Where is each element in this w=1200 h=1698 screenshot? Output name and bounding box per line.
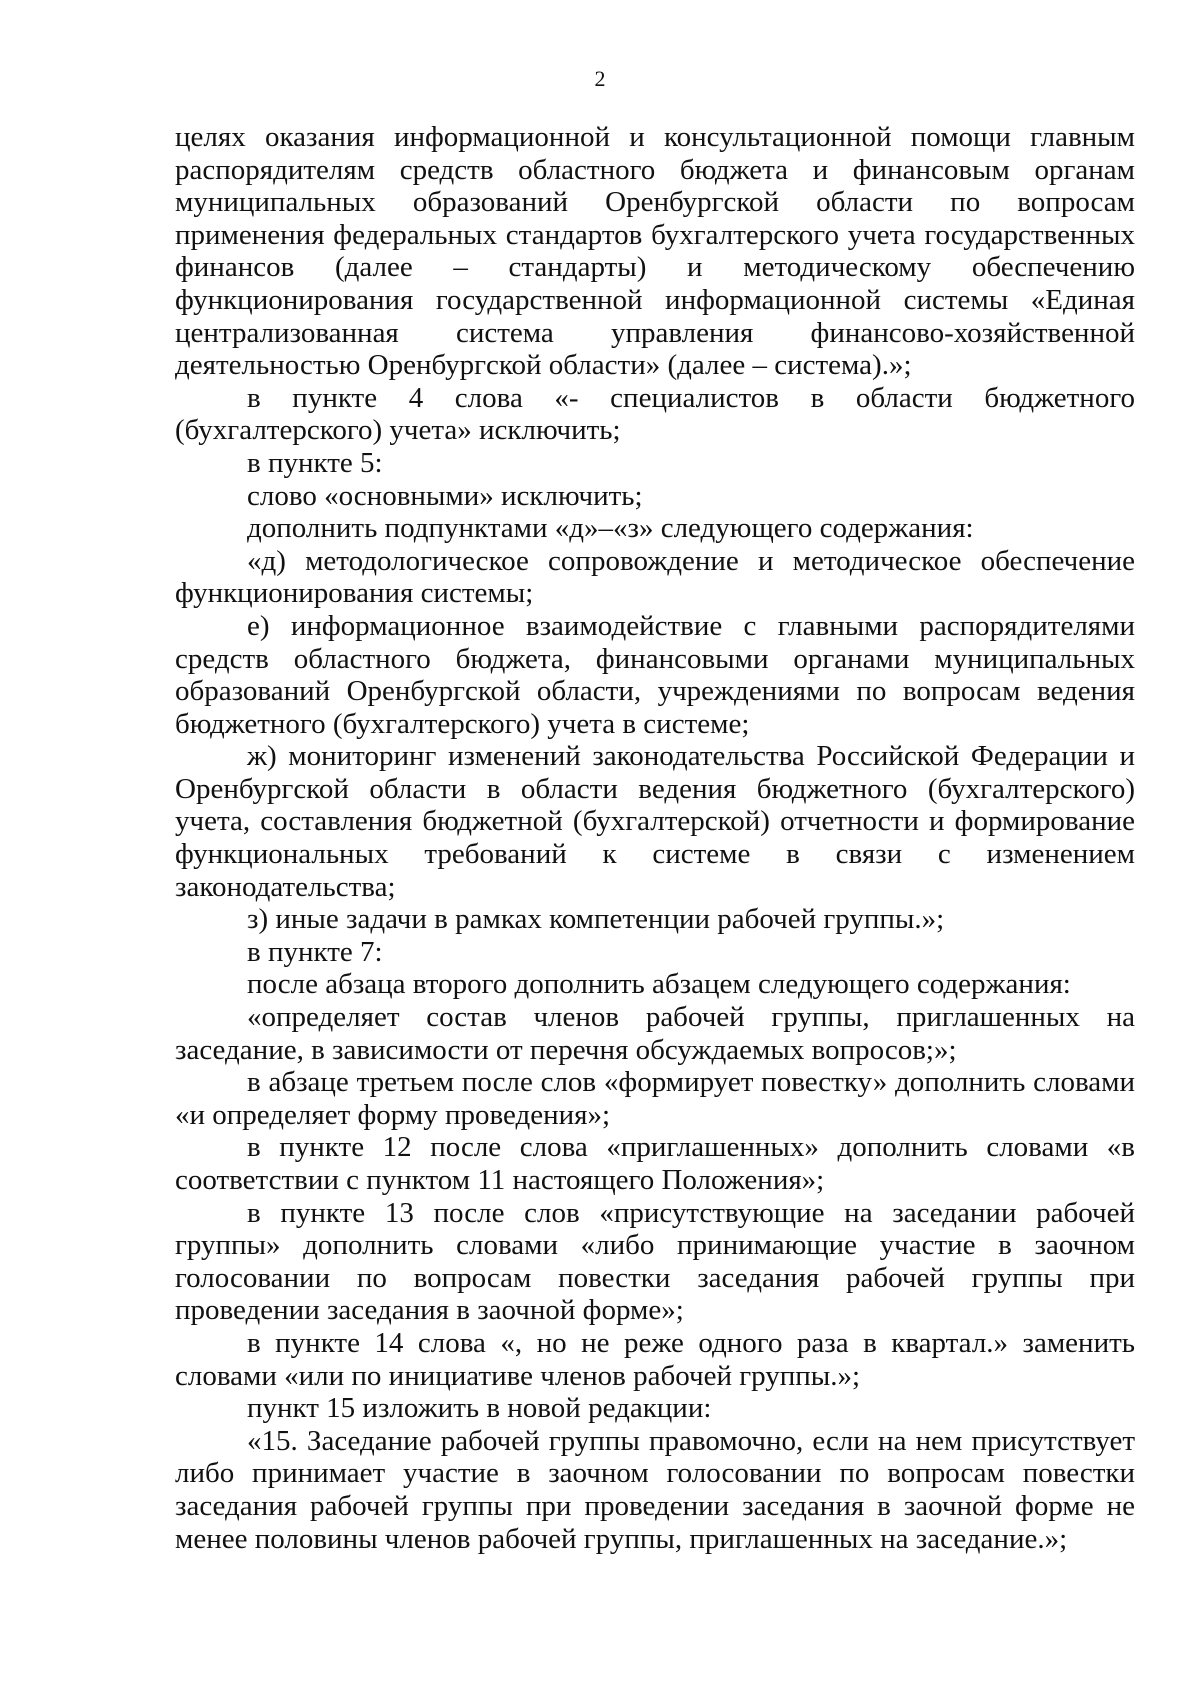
page-number: 2 <box>594 66 606 91</box>
paragraph-point-5: в пункте 5: <box>247 446 383 479</box>
paragraph-subpoint-zh: ж) мониторинг изменений законодательства Российской Федерации и Оренбургской области в области ведения бюджетного (бухгалтерского) учета, составления бюджетной (бухгалтерской) отчетности и формирование функциональных требований к системе в связи с изменением законодательства; <box>175 740 1135 903</box>
paragraph-point-12: в пункте 12 после слова «приглашенных» дополнить словами «в соответствии с пунктом 11 настоящего Положения»; <box>175 1131 1135 1196</box>
paragraph-after-second-abzac: после абзаца второго дополнить абзацем следующего содержания: <box>247 968 1071 1001</box>
paragraph-third-abzac: в абзаце третьем после слов «формирует повестку» дополнить словами «и определяет форму проведения»; <box>175 1066 1135 1131</box>
paragraph-point-14: в пункте 14 слова «, но не реже одного раза в квартал.» заменить словами «или по инициативе членов рабочей группы.»; <box>175 1326 1135 1392</box>
paragraph-continuation: целях оказания информационной и консультационной помощи главным распорядителям средств областного бюджета и финансовым органам муниципальных образований Оренбургской области по вопросам применения федеральных стандартов бухгалтерского учета государственных финансов (далее – стандарты) и методическому обеспечению функционирования государственной информационной системы «Единая централизованная система управления финансово-хозяйственной деятельностью Оренбургской области» (далее – система).»; <box>175 121 1135 382</box>
paragraph-subpoint-z: з) иные задачи в рамках компетенции рабочей группы.»; <box>247 903 945 936</box>
document-body <box>175 121 1135 1555</box>
paragraph-point-4: в пункте 4 слова «- специалистов в области бюджетного (бухгалтерского) учета» исключить; <box>175 381 1135 447</box>
paragraph-word-exclusion: слово «основными» исключить; <box>247 479 643 512</box>
paragraph-subpoint-e: е) информационное взаимодействие с главными распорядителями средств областного бюджета, финансовыми органами муниципальных образований Оренбургской области, учреждениями по вопросам ведения бюджетного (бухгалтерского) учета в системе; <box>175 609 1135 740</box>
paragraph-point-15-intro: пункт 15 изложить в новой редакции: <box>247 1392 712 1425</box>
paragraph-point-15-text: «15. Заседание рабочей группы правомочно, если на нем присутствует либо принимает участие в заочном голосовании по вопросам повестки заседания рабочей группы при проведении заседания в заочной форме не менее половины членов рабочей группы, приглашенных на заседание.»; <box>175 1424 1135 1555</box>
paragraph-add-subpoints: дополнить подпунктами «д»–«з» следующего содержания: <box>247 512 974 545</box>
paragraph-point-13: в пункте 13 после слов «присутствующие на заседании рабочей группы» дополнить словами «либо принимающие участие в заочном голосовании по вопросам повестки заседания рабочей группы при проведении заседания в заочной форме»; <box>175 1196 1135 1327</box>
paragraph-point-7: в пункте 7: <box>247 935 383 968</box>
paragraph-subpoint-d: «д) методологическое сопровождение и методическое обеспечение функционирования системы; <box>175 544 1135 610</box>
paragraph-determines-composition: «определяет состав членов рабочей группы, приглашенных на заседание, в зависимости от перечня обсуждаемых вопросов;»; <box>175 1001 1135 1066</box>
